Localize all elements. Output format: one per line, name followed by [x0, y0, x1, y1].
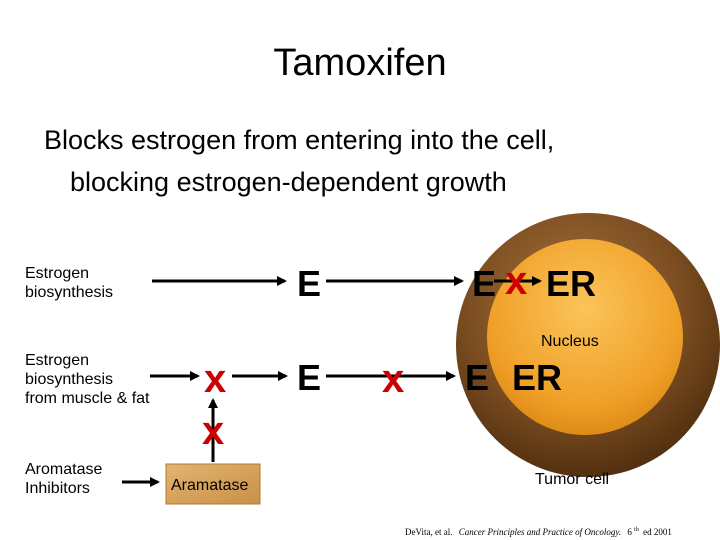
- receptor-symbol-1: ER: [546, 263, 597, 304]
- label-line: Aromatase: [25, 461, 103, 478]
- estrogen-symbol-2: E: [472, 263, 497, 304]
- label-line: Estrogen: [25, 352, 90, 369]
- citation: [405, 523, 672, 537]
- citation-edition-num: 6: [627, 527, 632, 537]
- label-line: from muscle & fat: [25, 390, 150, 407]
- estrogen-symbol-3: E: [297, 357, 322, 398]
- citation-edition-sup: th: [634, 527, 639, 533]
- nucleus-label: Nucleus: [541, 333, 599, 350]
- receptor-symbol-2: ER: [512, 357, 563, 398]
- slide-title: Tamoxifen: [273, 42, 447, 84]
- label-line: biosynthesis: [25, 371, 114, 388]
- label-muscle-fat: [25, 351, 149, 408]
- label-aromatase-inhibitors: [25, 460, 102, 498]
- label-estrogen-biosynthesis: [25, 264, 113, 302]
- bullet-line-2: blocking estrogen-dependent growth: [70, 167, 507, 197]
- estrogen-symbol-1: E: [297, 263, 322, 304]
- tumor-cell-label: Tumor cell: [535, 471, 610, 488]
- aramatase-label: Aramatase: [171, 477, 249, 494]
- block-x-2: x: [204, 357, 227, 401]
- block-x-1: x: [505, 259, 528, 303]
- citation-authors: DeVita, et al.: [405, 527, 453, 537]
- estrogen-symbol-4: E: [465, 357, 490, 398]
- citation-edition-rest: ed 2001: [643, 527, 672, 537]
- label-line: Estrogen: [25, 265, 90, 282]
- block-x-4: x: [202, 409, 225, 453]
- citation-book: Cancer Principles and Practice of Oncology.: [458, 527, 622, 537]
- bullet-line-1: Blocks estrogen from entering into the cell,: [44, 125, 555, 155]
- label-line: Inhibitors: [25, 480, 90, 497]
- block-x-3: x: [382, 357, 405, 401]
- label-line: biosynthesis: [25, 284, 114, 301]
